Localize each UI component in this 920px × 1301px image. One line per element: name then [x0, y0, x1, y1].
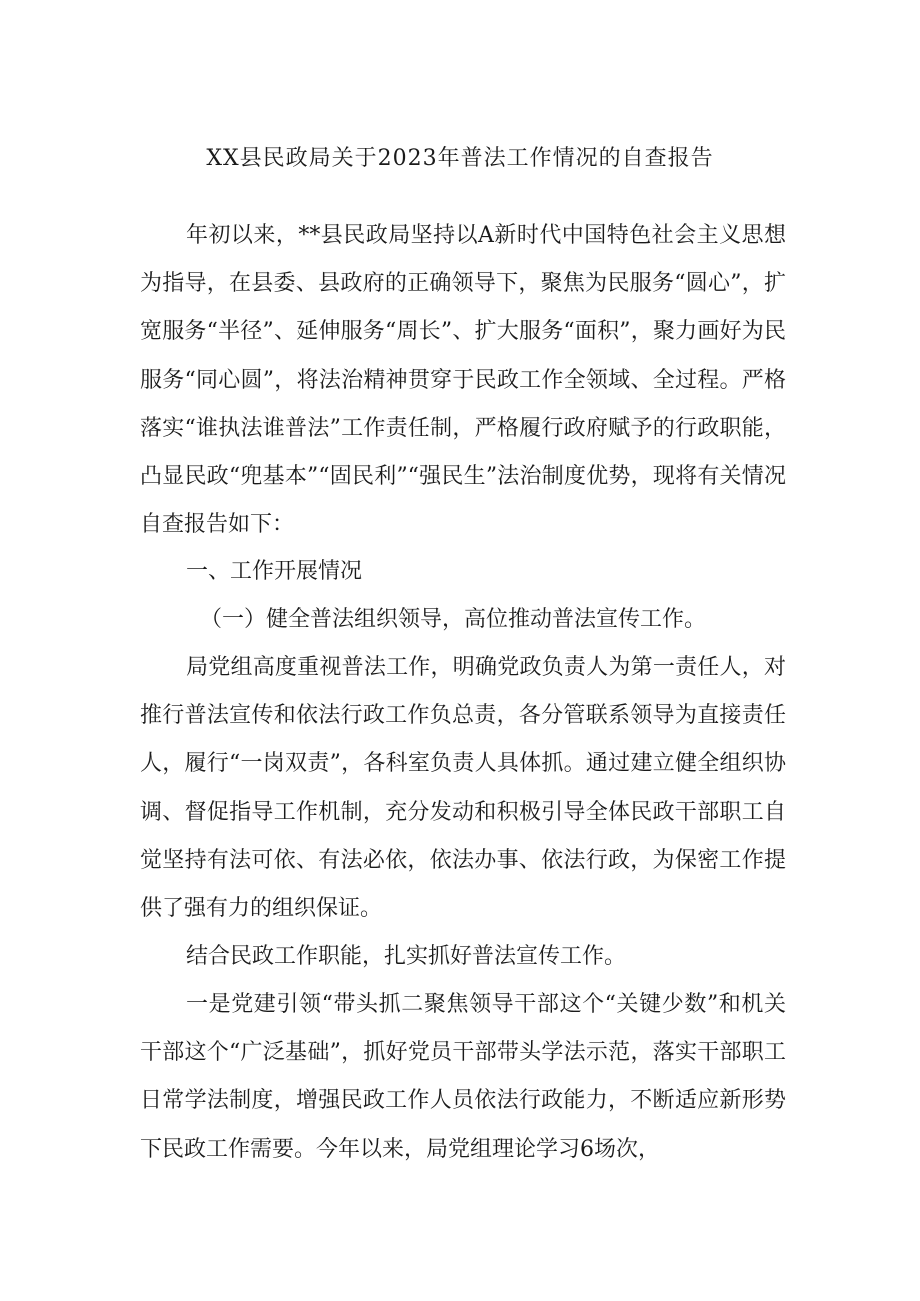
paragraph-party-building: 一是党建引领“带头抓二聚焦领导干部这个“关键少数”和机关干部这个“广泛基础”，抓好党员干部带头学法示范，落实干部职工日常学法制度，增强民政工作人员依法行政能力，不断适应新形势下民政工作需要。今年以来，局党组理论学习6场次， — [140, 992, 786, 1162]
subsection-heading-organization: （一）健全普法组织领导，高位推动普法宣传工作。 — [200, 607, 707, 632]
document-title: XX县民政局关于2023年普法工作情况的自查报告 — [206, 146, 714, 171]
paragraph-leadership: 局党组高度重视普法工作，明确党政负责人为第一责任人，对推行普法宣传和依法行政工作负总责，各分管联系领导为直接责任人，履行“一岗双责”，各科室负责人具体抓。通过建立健全组织协调、督促指导工作机制，充分发动和积极引导全体民政干部职工自觉坚持有法可依、有法必依，依法办事、依法行政，为保密工作提供了强有力的组织保证。 — [140, 655, 786, 922]
section-heading-work-status: 一、工作开展情况 — [186, 559, 363, 584]
intro-paragraph: 年初以来，**县民政局坚持以A新时代中国特色社会主义思想为指导，在县委、县政府的正确领导下，聚焦为民服务“圆心”，扩宽服务“半径”、延伸服务“周长”、扩大服务“面积”，聚力画好为民服务“同心圆”，将法治精神贯穿于民政工作全领域、全过程。严格落实“谁执法谁普法”工作责任制，严格履行政府赋予的行政职能，凸显民政“兜基本”“固民利”“强民生”法治制度优势，现将有关情况自查报告如下： — [140, 223, 787, 538]
paragraph-combine-duties: 结合民政工作职能，扎实抓好普法宣传工作。 — [186, 944, 627, 969]
